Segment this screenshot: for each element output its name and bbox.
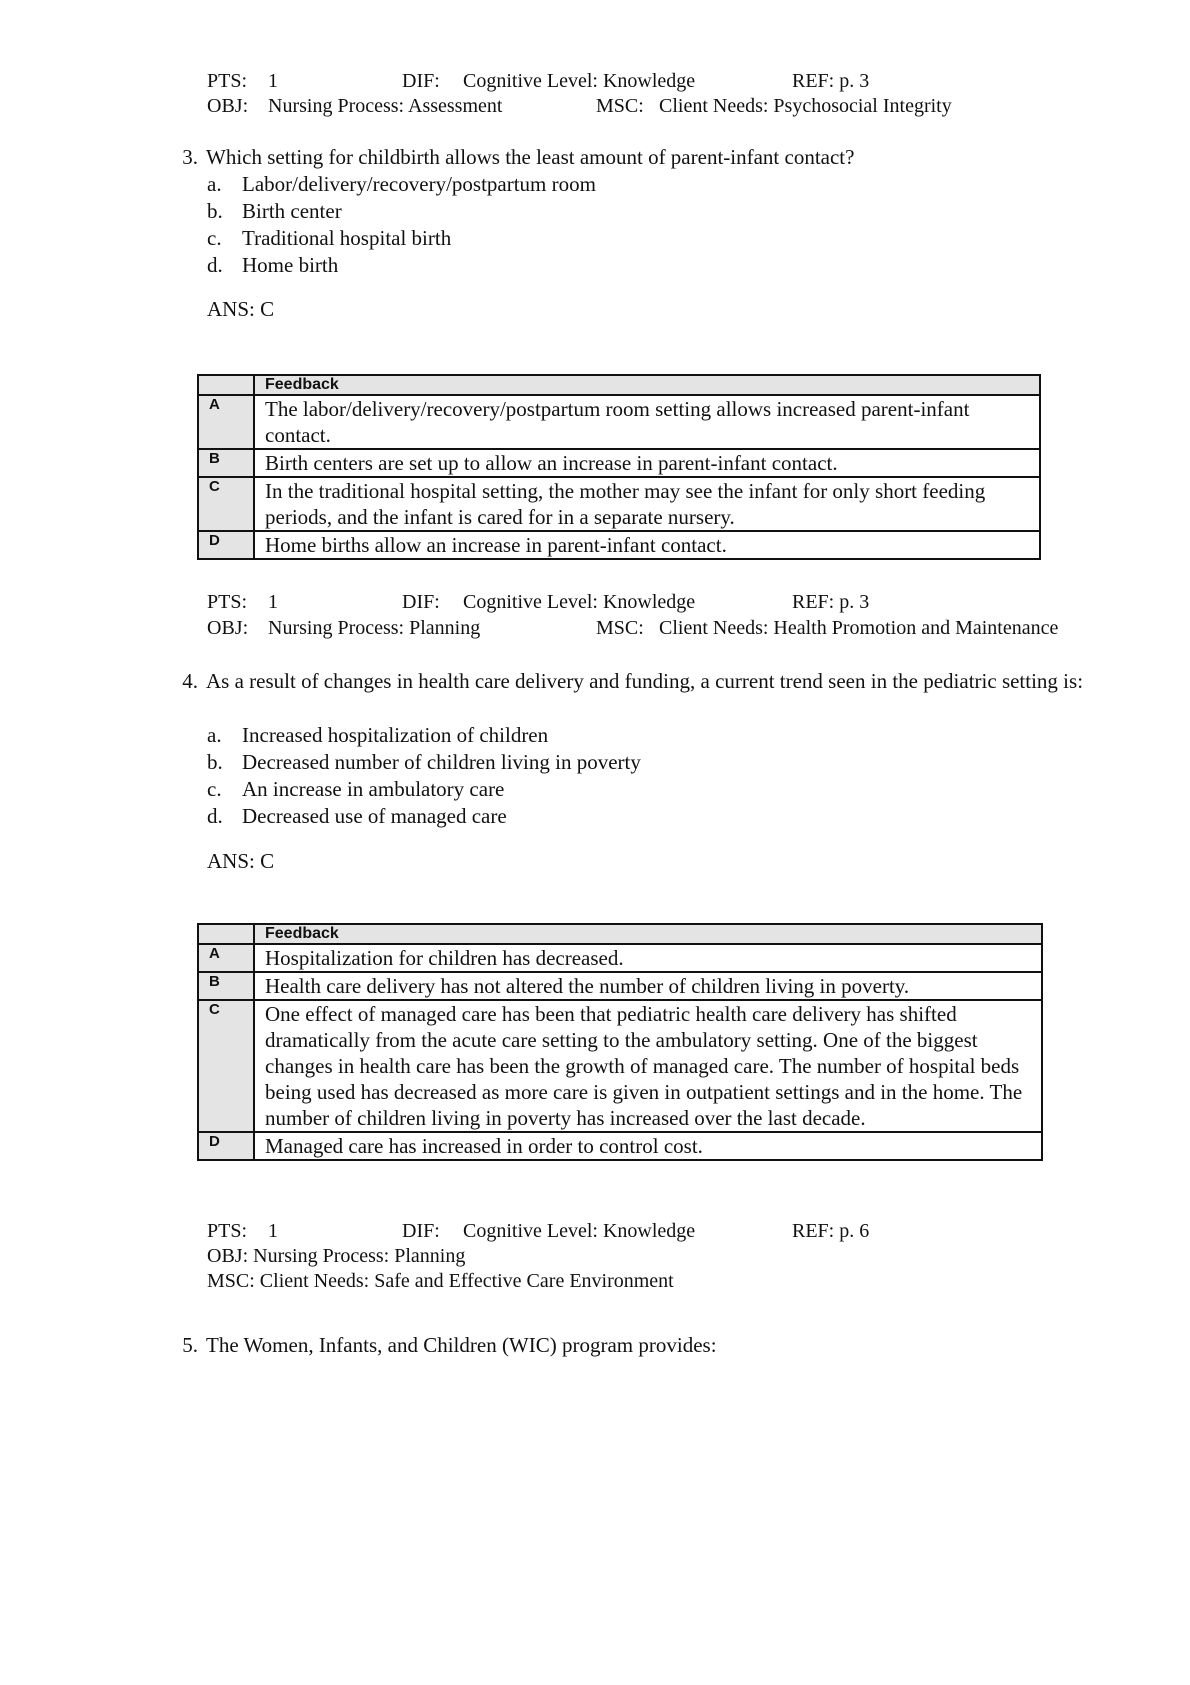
feedback-row [198, 1000, 1042, 1132]
feedback-header-corner [198, 375, 254, 395]
option-letter: b. [207, 199, 223, 223]
msc-value: Client Needs: Psychosocial Integrity [659, 95, 952, 117]
feedback-header-row [198, 375, 1040, 395]
feedback-letter: C [198, 477, 254, 531]
option-text: Decreased number of children living in poverty [242, 750, 641, 774]
answer: ANS: C [207, 849, 275, 873]
feedback-row [198, 395, 1040, 449]
option-letter: d. [207, 253, 223, 277]
option-letter: a. [207, 172, 222, 196]
ref-value: REF: p. 3 [792, 591, 870, 613]
feedback-header: Feedback [254, 924, 1042, 944]
feedback-text: Health care delivery has not altered the number of children living in poverty. [254, 972, 1042, 1000]
feedback-header-corner [198, 924, 254, 944]
feedback-text: Birth centers are set up to allow an increase in parent-infant contact. [254, 449, 1040, 477]
feedback-text: Home births allow an increase in parent-infant contact. [254, 531, 1040, 559]
feedback-row [198, 944, 1042, 972]
option-text: Decreased use of managed care [242, 804, 507, 828]
dif-label: DIF: [402, 591, 440, 613]
feedback-table [197, 374, 1041, 560]
feedback-row [198, 1132, 1042, 1160]
option-text: Birth center [242, 199, 342, 223]
option-text: Increased hospitalization of children [242, 723, 549, 747]
feedback-letter: A [198, 395, 254, 449]
dif-label: DIF: [402, 1220, 440, 1242]
feedback-text: In the traditional hospital setting, the mother may see the infant for only short feeding periods, and the infant is cared for in a separate nursery. [254, 477, 1040, 531]
pts-label: PTS: [207, 70, 248, 92]
obj-label: OBJ: [207, 617, 249, 639]
dif-value: Cognitive Level: Knowledge [463, 591, 696, 613]
feedback-text: Hospitalization for children has decreased. [254, 944, 1042, 972]
feedback-text: The labor/delivery/recovery/postpartum room setting allows increased parent-infant contact. [254, 395, 1040, 449]
msc-value: MSC: Client Needs: Safe and Effective Care Environment [207, 1270, 674, 1292]
ref-value: REF: p. 6 [792, 1220, 870, 1242]
feedback-letter: A [198, 944, 254, 972]
feedback-row [198, 477, 1040, 531]
answer: ANS: C [207, 297, 275, 321]
question-number: 4. [182, 669, 198, 693]
pts-value: 1 [268, 70, 278, 92]
obj-value: Nursing Process: Assessment [268, 95, 503, 117]
obj-label: OBJ: [207, 95, 249, 117]
obj-value: Nursing Process: Planning [268, 617, 481, 639]
option-letter: b. [207, 750, 223, 774]
question-number: 3. [182, 145, 198, 169]
msc-value: Client Needs: Health Promotion and Maintenance [659, 617, 1059, 639]
question-number: 5. [182, 1333, 198, 1357]
question-text: As a result of changes in health care delivery and funding, a current trend seen in the pediatric setting is: [206, 669, 1084, 693]
option-letter: a. [207, 723, 222, 747]
option-text: Labor/delivery/recovery/postpartum room [242, 172, 596, 196]
pts-value: 1 [268, 1220, 278, 1242]
dif-value: Cognitive Level: Knowledge [463, 70, 696, 92]
ref-value: REF: p. 3 [792, 70, 870, 92]
option-letter: d. [207, 804, 223, 828]
feedback-row [198, 531, 1040, 559]
question-text: Which setting for childbirth allows the least amount of parent-infant contact? [206, 145, 855, 169]
feedback-text: Managed care has increased in order to control cost. [254, 1132, 1042, 1160]
feedback-header-row [198, 924, 1042, 944]
option-text: Traditional hospital birth [242, 226, 452, 250]
pts-label: PTS: [207, 1220, 248, 1242]
feedback-text: One effect of managed care has been that pediatric health care delivery has shifted dramatically from the acute care setting to the ambulatory setting. One of the biggest changes in health care has been the growth of managed care. The number of hospital beds being used has decreased as more care is given in outpatient settings and in the home. The number of children living in poverty has increased over the last decade. [254, 1000, 1042, 1132]
feedback-row [198, 972, 1042, 1000]
feedback-letter: D [198, 531, 254, 559]
feedback-row [198, 449, 1040, 477]
feedback-letter: B [198, 972, 254, 1000]
pts-value: 1 [268, 591, 278, 613]
pts-label: PTS: [207, 591, 248, 613]
option-text: Home birth [242, 253, 339, 277]
msc-label: MSC: [596, 617, 644, 639]
dif-value: Cognitive Level: Knowledge [463, 1220, 696, 1242]
feedback-table [197, 923, 1043, 1161]
question-text: The Women, Infants, and Children (WIC) program provides: [206, 1333, 717, 1357]
feedback-letter: C [198, 1000, 254, 1132]
feedback-letter: D [198, 1132, 254, 1160]
option-letter: c. [207, 777, 222, 801]
option-letter: c. [207, 226, 222, 250]
dif-label: DIF: [402, 70, 440, 92]
msc-label: MSC: [596, 95, 644, 117]
obj-value: OBJ: Nursing Process: Planning [207, 1245, 466, 1267]
option-text: An increase in ambulatory care [242, 777, 505, 801]
feedback-header: Feedback [254, 375, 1040, 395]
feedback-letter: B [198, 449, 254, 477]
